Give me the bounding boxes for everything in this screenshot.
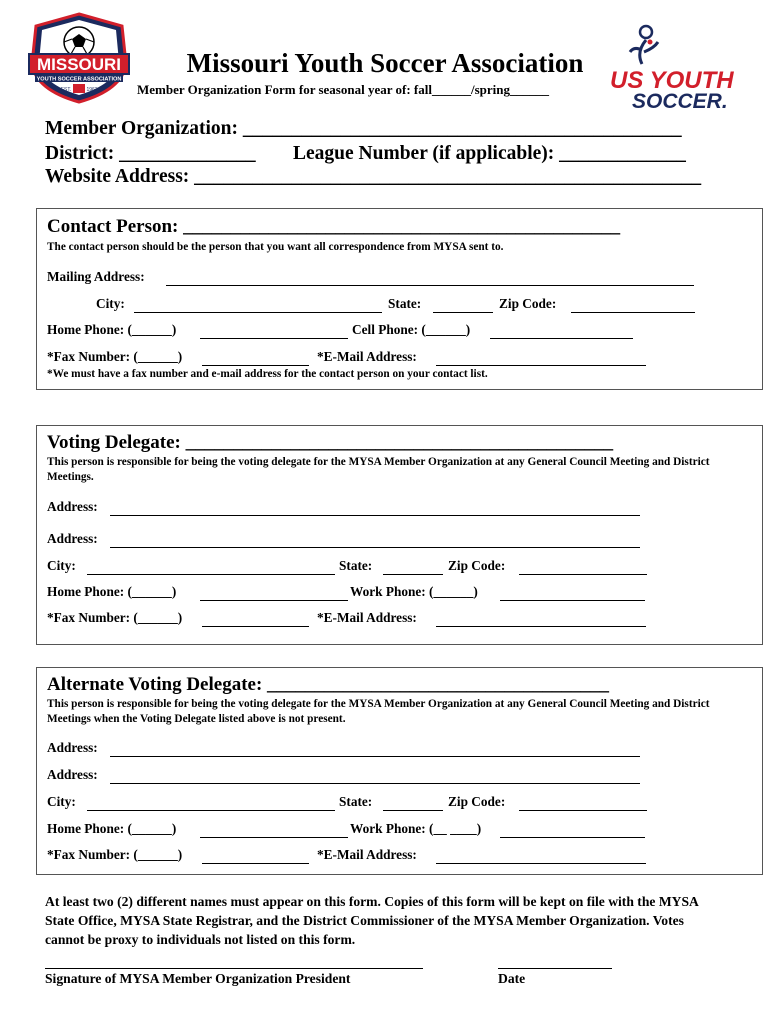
home-phone-input[interactable]: [200, 837, 348, 838]
us-youth-soccer-logo: [606, 22, 734, 114]
email-address-input[interactable]: [436, 626, 646, 627]
address-2-input[interactable]: [110, 783, 640, 784]
state-input[interactable]: [383, 810, 443, 811]
fax-number-label: *Fax Number: (______): [47, 349, 183, 364]
alternate-voting-delegate-note: This person is responsible for being the voting delegate for the MYSA Member Organization at any General Council Meeting and District Meetings when the Voting Delegate listed above is not present.: [47, 698, 710, 725]
fax-email-note: *We must have a fax number and e-mail address for the contact person on your contact list.: [47, 368, 488, 380]
address-2-label: Address:: [47, 767, 98, 782]
zip-code-label: Zip Code:: [448, 558, 506, 573]
svg-text:US YOUTH: US YOUTH: [610, 67, 734, 94]
voting-delegate-note: This person is responsible for being the voting delegate for the MYSA Member Organization at any General Council Meeting and District Meetings.: [47, 456, 710, 483]
website-address-field[interactable]: Website Address: ____________________________________________________: [45, 166, 702, 187]
address-1-label: Address:: [47, 499, 98, 514]
fax-number-input[interactable]: [202, 863, 309, 864]
svg-text:1963: 1963: [86, 87, 98, 93]
seasonal-year-line: Member Organization Form for seasonal year of: fall______/spring______: [137, 82, 549, 97]
district-field[interactable]: District: ______________: [45, 143, 256, 164]
home-phone-label: Home Phone: (______): [47, 584, 177, 599]
fax-number-label: *Fax Number: (______): [47, 847, 183, 862]
state-label: State:: [339, 558, 373, 573]
signature-label: Signature of MYSA Member Organization President: [45, 971, 351, 986]
state-input[interactable]: [383, 574, 443, 575]
work-phone-label: Work Phone: (______): [350, 584, 478, 599]
fax-number-label: *Fax Number: (______): [47, 610, 183, 625]
fax-number-input[interactable]: [202, 626, 309, 627]
mailing-address-label: Mailing Address:: [47, 269, 145, 284]
zip-code-input[interactable]: [571, 312, 695, 313]
contact-person-note: The contact person should be the person that you want all correspondence from MYSA sent to.: [47, 241, 504, 253]
svg-text:YOUTH SOCCER ASSOCIATION: YOUTH SOCCER ASSOCIATION: [36, 76, 122, 83]
mailing-address-input[interactable]: [166, 285, 694, 286]
date-label: Date: [498, 971, 526, 986]
address-1-input[interactable]: [110, 756, 640, 757]
svg-text:MISSOURI: MISSOURI: [36, 55, 122, 74]
address-1-input[interactable]: [110, 515, 640, 516]
email-address-label: *E-Mail Address:: [317, 610, 417, 625]
page-title: Missouri Youth Soccer Association: [186, 48, 584, 78]
address-1-label: Address:: [47, 740, 98, 755]
alternate-voting-delegate-section: [36, 667, 763, 875]
signature-line[interactable]: [45, 968, 423, 969]
voting-delegate-heading[interactable]: Voting Delegate: _____________________________________________: [47, 432, 614, 453]
home-phone-label: Home Phone: (______): [47, 821, 177, 836]
address-2-input[interactable]: [110, 547, 640, 548]
email-address-input[interactable]: [436, 863, 646, 864]
city-label: City:: [47, 794, 76, 809]
email-address-input[interactable]: [436, 365, 646, 366]
city-input[interactable]: [134, 312, 382, 313]
cell-phone-label: Cell Phone: (______): [352, 322, 471, 337]
state-label: State:: [388, 296, 422, 311]
svg-text:SOCCER.: SOCCER.: [632, 90, 728, 113]
zip-code-input[interactable]: [519, 574, 647, 575]
work-phone-input[interactable]: [500, 837, 645, 838]
home-phone-input[interactable]: [200, 338, 348, 339]
city-input[interactable]: [87, 810, 335, 811]
home-phone-input[interactable]: [200, 600, 348, 601]
cell-phone-input[interactable]: [490, 338, 633, 339]
svg-text:EST.: EST.: [60, 87, 72, 93]
date-line[interactable]: [498, 968, 612, 969]
voting-delegate-section: [36, 425, 763, 645]
work-phone-input[interactable]: [500, 600, 645, 601]
city-input[interactable]: [87, 574, 335, 575]
address-2-label: Address:: [47, 531, 98, 546]
city-label: City:: [47, 558, 76, 573]
email-address-label: *E-Mail Address:: [317, 847, 417, 862]
footer-instructions: At least two (2) different names must appear on this form. Copies of this form will be kept on file with the MYSA State Office, MYSA State Registrar, and the District Commissioner of the MYSA Member Organization. Votes cannot be proxy to individuals not listed on this form.: [45, 894, 699, 947]
fax-number-input[interactable]: [202, 365, 309, 366]
work-phone-label: Work Phone: (__ ____): [350, 821, 482, 836]
zip-code-label: Zip Code:: [448, 794, 506, 809]
contact-person-section: [36, 208, 763, 390]
zip-code-label: Zip Code:: [499, 296, 557, 311]
state-input[interactable]: [433, 312, 493, 313]
league-number-field[interactable]: League Number (if applicable): _____________: [293, 143, 686, 164]
alternate-voting-delegate-heading[interactable]: Alternate Voting Delegate: ____________________________________: [47, 674, 610, 695]
home-phone-label: Home Phone: (______): [47, 322, 177, 337]
member-organization-field[interactable]: Member Organization: _____________________________________________: [45, 118, 682, 139]
contact-person-heading[interactable]: Contact Person: ______________________________________________: [47, 216, 621, 237]
city-label: City:: [96, 296, 125, 311]
zip-code-input[interactable]: [519, 810, 647, 811]
state-label: State:: [339, 794, 373, 809]
email-address-label: *E-Mail Address:: [317, 349, 417, 364]
